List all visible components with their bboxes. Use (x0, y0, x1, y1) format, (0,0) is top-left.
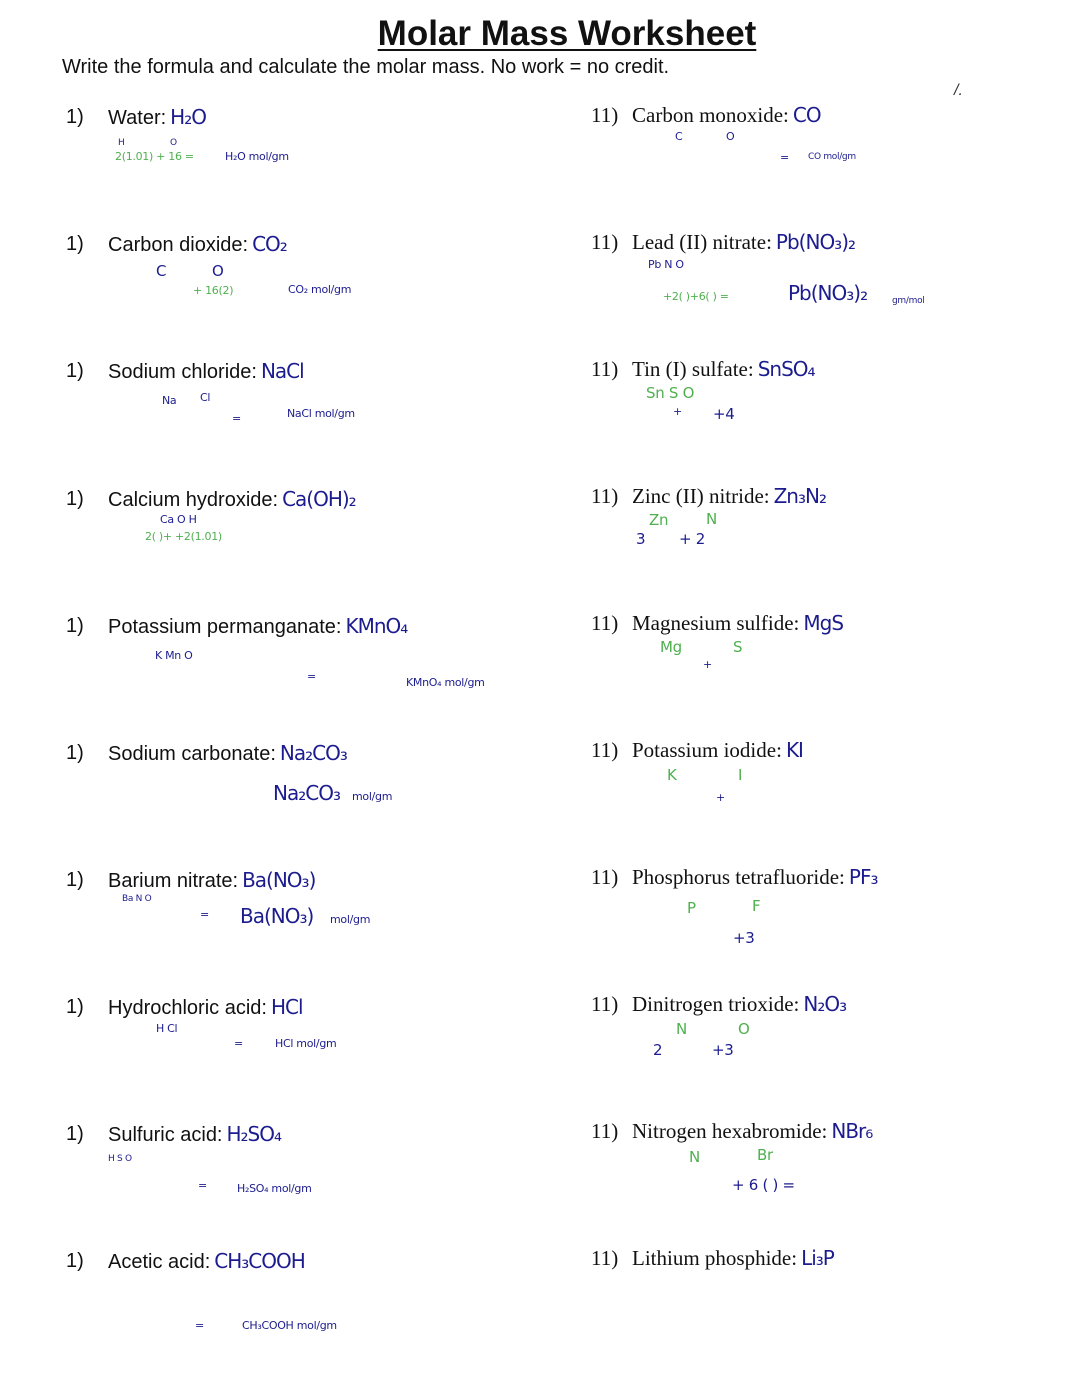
question-number: 1) (66, 615, 84, 637)
question-number: 1) (66, 996, 84, 1018)
compound-name: Sulfuric acid: (108, 1124, 223, 1146)
handwritten-formula: Zn₃N₂ (773, 484, 826, 508)
compound-name: Hydrochloric acid: (108, 997, 267, 1019)
handwritten-work: Na (162, 394, 177, 407)
question-label (108, 1123, 281, 1147)
handwritten-work: N (706, 510, 717, 528)
handwritten-formula: Li₃P (801, 1246, 834, 1270)
handwritten-work: Na₂CO₃ (273, 781, 340, 805)
handwritten-work: = (780, 151, 789, 164)
handwritten-work: C (675, 130, 683, 143)
question-number: 1) (66, 233, 84, 255)
instructions: Write the formula and calculate the molar mass. No work = no credit. (62, 56, 670, 78)
question-number: 11) (591, 1246, 619, 1270)
question-label (632, 993, 846, 1016)
handwritten-work: mol/gm (352, 790, 393, 803)
question-number: 11) (591, 738, 619, 762)
handwritten-work: O (738, 1020, 750, 1038)
handwritten-work: Sn S O (646, 384, 695, 402)
question-label (632, 866, 877, 889)
handwritten-formula: SnSO₄ (757, 357, 815, 381)
question-number: 1) (66, 106, 84, 128)
handwritten-formula: H₂SO₄ (226, 1122, 282, 1146)
handwritten-work: +4 (713, 405, 735, 423)
handwritten-work: + 2 (679, 530, 705, 548)
handwritten-work: mol/gm (330, 913, 371, 926)
handwritten-work: + (673, 405, 682, 418)
compound-name: Acetic acid: (108, 1251, 211, 1273)
handwritten-work: Zn (649, 511, 669, 529)
handwritten-work: P (687, 899, 696, 917)
question-label (108, 869, 315, 893)
question-number: 11) (591, 865, 619, 889)
compound-name: Tin (I) sulfate: (632, 357, 754, 381)
handwritten-formula: PF₃ (848, 865, 878, 889)
compound-name: Barium nitrate: (108, 870, 239, 892)
question-number: 11) (591, 992, 619, 1016)
handwritten-work: +2( )+6( ) = (663, 290, 729, 303)
handwritten-work: C (156, 262, 167, 280)
handwritten-work: H Cl (156, 1022, 178, 1035)
handwritten-work: H (118, 138, 125, 148)
question-label (632, 1120, 872, 1143)
handwritten-formula: CO (792, 103, 821, 127)
question-number: 11) (591, 1119, 619, 1143)
question-number: 1) (66, 1123, 84, 1145)
handwritten-work: +3 (733, 929, 755, 947)
question-label (108, 233, 287, 257)
handwritten-work: I (738, 766, 743, 784)
question-label (632, 485, 826, 508)
handwritten-work: + (716, 791, 725, 804)
question-label (632, 231, 855, 254)
question-number: 11) (591, 103, 619, 127)
question-label (108, 1250, 305, 1274)
compound-name: Sodium chloride: (108, 361, 257, 383)
handwritten-work: + 16(2) (193, 284, 234, 297)
compound-name: Carbon monoxide: (632, 103, 789, 127)
handwritten-work: = (200, 908, 209, 921)
handwritten-work: + 6 ( ) = (732, 1176, 795, 1194)
compound-name: Lithium phosphide: (632, 1246, 798, 1270)
question-number: 1) (66, 869, 84, 891)
handwritten-work: Mg (660, 638, 682, 656)
compound-name: Carbon dioxide: (108, 234, 249, 256)
handwritten-work: gm/mol (892, 296, 925, 306)
page-title: Molar Mass Worksheet (377, 14, 757, 53)
handwritten-formula: Ca(OH)₂ (282, 487, 356, 511)
handwritten-formula: KMnO₄ (345, 614, 408, 638)
question-label (632, 739, 803, 762)
handwritten-work: Pb N O (648, 258, 684, 271)
handwritten-formula: N₂O₃ (803, 992, 847, 1016)
handwritten-work: 2(1.01) + 16 = (115, 150, 194, 163)
handwritten-work: CO₂ mol/gm (288, 283, 352, 296)
handwritten-work: H S O (108, 1154, 132, 1164)
compound-name: Lead (II) nitrate: (632, 230, 772, 254)
compound-name: Zinc (II) nitride: (632, 484, 770, 508)
compound-name: Magnesium sulfide: (632, 611, 800, 635)
question-number: 11) (591, 230, 619, 254)
handwritten-work: N (689, 1148, 700, 1166)
handwritten-work: +3 (712, 1041, 734, 1059)
handwritten-formula: CH₃COOH (214, 1249, 305, 1273)
question-label (632, 612, 843, 635)
handwritten-work: Ba N O (122, 894, 152, 904)
compound-name: Water: (108, 107, 167, 129)
handwritten-work: = (307, 670, 316, 683)
handwritten-work: 3 (636, 530, 646, 548)
question-label (632, 104, 821, 127)
handwritten-work: Ba(NO₃) (240, 904, 314, 928)
question-number: 1) (66, 1250, 84, 1272)
compound-name: Sodium carbonate: (108, 743, 276, 765)
handwritten-work: KMnO₄ mol/gm (406, 676, 485, 689)
question-label (108, 615, 407, 639)
handwritten-work: CO mol/gm (808, 152, 856, 162)
handwritten-work: S (733, 638, 743, 656)
question-label (108, 742, 347, 766)
handwritten-work: NaCl mol/gm (287, 407, 355, 420)
handwritten-formula: MgS (803, 611, 844, 635)
handwritten-work: O (212, 262, 224, 280)
handwritten-work: 2 (653, 1041, 663, 1059)
question-number: 11) (591, 484, 619, 508)
handwritten-work: 2( )+ +2(1.01) (145, 530, 222, 543)
handwritten-work: Br (757, 1146, 773, 1164)
handwritten-work: N (676, 1020, 687, 1038)
handwritten-work: O (726, 130, 735, 143)
compound-name: Calcium hydroxide: (108, 489, 279, 511)
handwritten-work: K Mn O (155, 649, 193, 662)
question-label (108, 488, 356, 512)
handwritten-work: = (198, 1179, 207, 1192)
handwritten-work: O (170, 138, 177, 148)
compound-name: Potassium permanganate: (108, 616, 342, 638)
handwritten-work: H₂O mol/gm (225, 150, 289, 163)
question-number: 1) (66, 360, 84, 382)
question-number: 1) (66, 488, 84, 510)
handwritten-work: + (703, 658, 712, 671)
question-number: 11) (591, 611, 619, 635)
question-number: 1) (66, 742, 84, 764)
question-label (108, 360, 304, 384)
handwritten-formula: KI (785, 738, 803, 762)
handwritten-work: Pb(NO₃)₂ (788, 281, 868, 305)
compound-name: Dinitrogen trioxide: (632, 992, 800, 1016)
compound-name: Phosphorus tetrafluoride: (632, 865, 845, 889)
handwritten-formula: Na₂CO₃ (279, 741, 347, 765)
handwritten-work: H₂SO₄ mol/gm (237, 1182, 312, 1195)
handwritten-work: HCl mol/gm (275, 1037, 337, 1050)
handwritten-formula: CO₂ (252, 232, 287, 256)
handwritten-work: CH₃COOH mol/gm (242, 1319, 337, 1332)
question-label (108, 996, 303, 1020)
handwritten-formula: HCl (270, 995, 303, 1019)
compound-name: Nitrogen hexabromide: (632, 1119, 828, 1143)
handwritten-formula: Ba(NO₃) (242, 868, 316, 892)
handwritten-formula: NaCl (260, 359, 304, 383)
question-number: 11) (591, 357, 619, 381)
handwritten-work: = (234, 1037, 243, 1050)
handwritten-formula: Pb(NO₃)₂ (775, 230, 856, 254)
question-label (632, 358, 815, 381)
handwritten-work: Cl (200, 391, 211, 404)
handwritten-formula: H₂O (170, 105, 206, 129)
handwritten-formula: NBr₆ (831, 1119, 873, 1143)
question-label (632, 1247, 834, 1270)
handwritten-work: F (752, 897, 761, 915)
handwritten-work: = (232, 412, 241, 425)
corner-mark: /. (954, 82, 963, 99)
handwritten-work: = (195, 1319, 204, 1332)
compound-name: Potassium iodide: (632, 738, 782, 762)
question-label (108, 106, 206, 130)
handwritten-work: K (667, 766, 677, 784)
handwritten-work: Ca O H (160, 513, 197, 526)
